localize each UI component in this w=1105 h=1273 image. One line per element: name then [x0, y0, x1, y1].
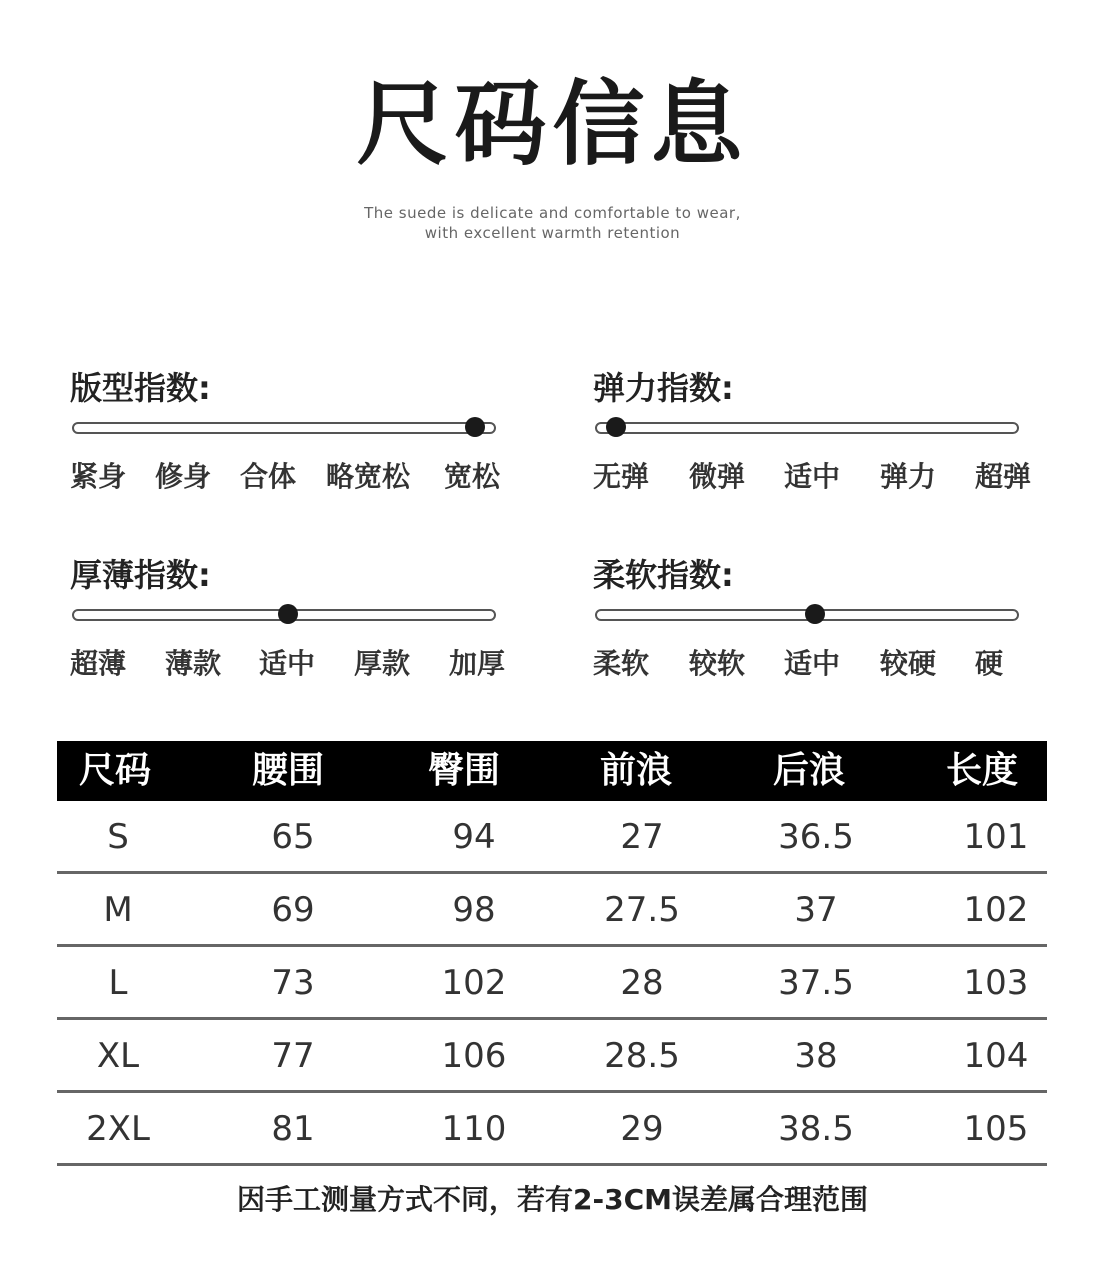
elasticity-index-label: 弹力指数:	[593, 369, 734, 407]
table-cell: 102	[441, 963, 507, 1003]
subtitle-line-2: with excellent warmth retention	[424, 224, 681, 242]
table-cell: 101	[963, 817, 1029, 857]
size-table	[57, 741, 1047, 1166]
table-cell: 77	[271, 1036, 315, 1076]
table-cell: 38.5	[778, 1109, 854, 1149]
table-cell: 38	[794, 1036, 838, 1076]
elasticity-index	[593, 363, 1033, 493]
header-length: 长度	[946, 750, 1019, 791]
table-cell: 94	[452, 817, 496, 857]
thickness-index-options	[70, 642, 515, 682]
table-cell: M	[103, 890, 133, 930]
table-cell: L	[108, 963, 128, 1003]
header-size: 尺码	[79, 750, 152, 791]
table-cell: S	[107, 817, 129, 857]
table-cell: 37	[794, 890, 838, 930]
table-cell: 104	[963, 1036, 1029, 1076]
table-row	[57, 1020, 1047, 1093]
elasticity-option-4: 弹力	[880, 460, 937, 493]
thickness-option-5: 加厚	[449, 647, 506, 680]
table-cell: 28.5	[604, 1036, 680, 1076]
header-hip: 臀围	[428, 750, 501, 791]
thickness-option-4: 厚款	[354, 647, 411, 680]
fit-index-knob	[465, 417, 485, 437]
softness-option-2: 较软	[689, 647, 746, 680]
table-row	[57, 947, 1047, 1020]
table-cell: 65	[271, 817, 315, 857]
header-back-rise: 后浪	[773, 750, 846, 791]
softness-option-4: 较硬	[880, 647, 937, 680]
header-front-rise: 前浪	[600, 750, 673, 791]
table-cell: 27.5	[604, 890, 680, 930]
table-cell: 36.5	[778, 817, 854, 857]
elasticity-option-3: 适中	[784, 460, 841, 493]
fit-index-track	[72, 422, 496, 434]
table-cell: 102	[963, 890, 1029, 930]
table-cell: 29	[620, 1109, 664, 1149]
fit-option-1: 紧身	[70, 460, 127, 493]
softness-index-options	[593, 642, 1038, 682]
page-title: 尺码信息	[356, 71, 749, 178]
table-cell: 105	[963, 1109, 1029, 1149]
softness-option-3: 适中	[784, 647, 841, 680]
table-cell: 98	[452, 890, 496, 930]
elasticity-option-2: 微弹	[689, 460, 746, 493]
elasticity-index-options	[593, 455, 1038, 495]
table-row	[57, 801, 1047, 874]
fit-option-4: 略宽松	[326, 460, 411, 493]
header-waist: 腰围	[252, 750, 325, 791]
softness-option-5: 硬	[975, 647, 1004, 680]
fit-option-2: 修身	[155, 460, 212, 493]
softness-index-label: 柔软指数:	[593, 556, 734, 594]
table-cell: 27	[620, 817, 664, 857]
softness-option-1: 柔软	[593, 647, 650, 680]
softness-index	[593, 550, 1033, 680]
table-cell: 103	[963, 963, 1029, 1003]
fit-index-label: 版型指数:	[70, 369, 211, 407]
subtitle	[0, 203, 1105, 243]
elasticity-option-1: 无弹	[593, 460, 650, 493]
measurement-note: 因手工测量方式不同，若有2-3CM误差属合理范围	[236, 1183, 868, 1216]
table-cell: 110	[441, 1109, 507, 1149]
table-cell: 37.5	[778, 963, 854, 1003]
table-cell: XL	[96, 1036, 140, 1076]
table-cell: 81	[271, 1109, 315, 1149]
subtitle-line-1: The suede is delicate and comfortable to wear,	[364, 204, 741, 222]
thickness-option-2: 薄款	[165, 647, 222, 680]
table-cell: 106	[441, 1036, 507, 1076]
softness-index-knob	[805, 604, 825, 624]
thickness-index-label: 厚薄指数:	[70, 556, 211, 594]
thickness-option-3: 适中	[259, 647, 316, 680]
elasticity-index-track	[595, 422, 1019, 434]
thickness-index-knob	[278, 604, 298, 624]
table-cell: 69	[271, 890, 315, 930]
thickness-index	[70, 550, 510, 680]
table-row	[57, 1093, 1047, 1166]
elasticity-index-knob	[606, 417, 626, 437]
fit-index	[70, 363, 510, 493]
table-cell: 2XL	[86, 1109, 150, 1149]
size-table-header	[57, 741, 1047, 801]
table-cell: 73	[271, 963, 315, 1003]
table-row	[57, 874, 1047, 947]
table-cell: 28	[620, 963, 664, 1003]
thickness-option-1: 超薄	[70, 647, 127, 680]
fit-index-options	[70, 455, 515, 495]
fit-option-5: 宽松	[444, 460, 501, 493]
fit-option-3: 合体	[240, 460, 297, 493]
elasticity-option-5: 超弹	[975, 460, 1032, 493]
